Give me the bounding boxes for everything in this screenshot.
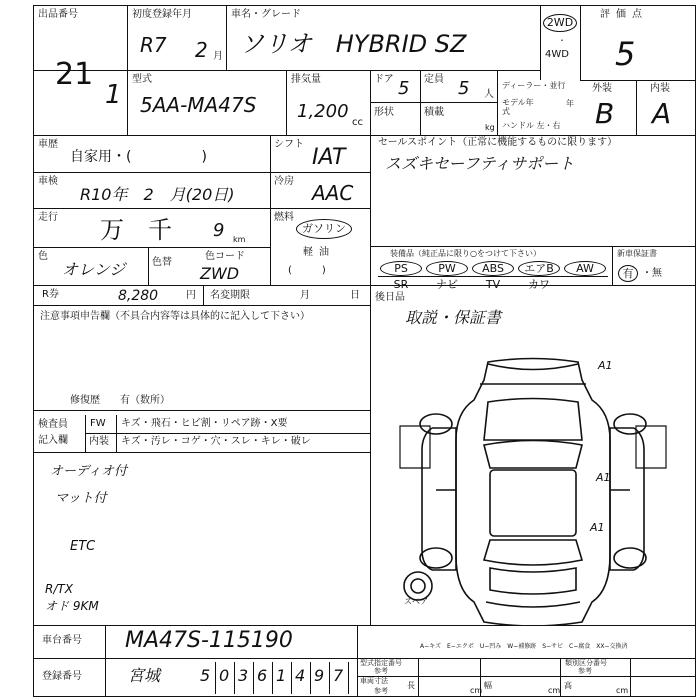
equipment-item: PS — [380, 261, 422, 276]
shift-value: IAT — [312, 145, 346, 170]
inspection-value: R10年 2 月(20日) — [80, 185, 235, 204]
kg-unit: kg — [485, 123, 495, 132]
plate-digit: 4 — [295, 666, 306, 685]
color-code-label: 色コード — [205, 251, 245, 262]
drive-4wd: 4WD — [545, 49, 569, 60]
aircon-value: AAC — [312, 181, 354, 205]
car-diagram — [370, 340, 696, 625]
check-label: 検査員 — [38, 419, 68, 430]
warranty-choice: ・無 — [642, 268, 662, 279]
color-code-value: ZWD — [200, 264, 240, 283]
sales-point-value: スズキセーフティサポート — [385, 154, 575, 173]
plate-digit: 1 — [276, 666, 287, 685]
plate-digit-divider — [310, 662, 311, 694]
color-swap-label: 色替 — [152, 257, 172, 268]
class-ref: 参考 — [578, 667, 592, 675]
damage-mark-2: A1 — [596, 471, 611, 484]
exterior-label: 外装 — [592, 83, 612, 94]
plate-digit-divider — [234, 662, 235, 694]
warranty-yes: 有 — [622, 267, 634, 280]
drive-dot: ・ — [558, 36, 566, 45]
fuel-gas-circle — [296, 219, 352, 239]
plate-digit-divider — [253, 662, 254, 694]
doors-value: 5 — [398, 78, 410, 99]
height-label: 高 — [564, 681, 572, 690]
height-unit: cm — [616, 686, 629, 695]
drive-2wd-circle — [543, 14, 577, 32]
drive-2wd: 2WD — [546, 16, 574, 29]
plate-digit: 6 — [257, 666, 268, 685]
length-label: 長 — [407, 681, 415, 690]
check-label-2: 記入欄 — [38, 435, 68, 446]
reg-year: R7 — [140, 33, 167, 57]
plate-digit-divider — [329, 662, 330, 694]
equipment-label: 装備品（純正品に限り○をつけて下さい） — [390, 249, 541, 258]
equipment-item: AW — [564, 261, 606, 276]
interior-codes: キズ・汚レ・コゲ・穴・スレ・キレ・破レ — [121, 436, 311, 447]
mileage-sen: 千 — [148, 216, 172, 244]
capacity-label: 定員 — [424, 74, 444, 85]
model-label: 型式 — [132, 74, 152, 85]
dims-label: 車両寸法 — [360, 677, 388, 685]
sales-point-label: セールスポイント（正常に機能するものに限ります） — [378, 137, 618, 148]
fw-codes: キズ・飛石・ヒビ割・リペア跡・X要 — [121, 418, 288, 429]
inspection-label: 車検 — [38, 176, 58, 187]
displacement-value: 1,200 — [297, 101, 349, 122]
car-name: ソリオ HYBRID SZ — [240, 30, 467, 58]
plate-digit: 0 — [219, 666, 230, 685]
plate-digit-divider — [272, 662, 273, 694]
fuel-gas: ガソリン — [302, 222, 346, 235]
displacement-label: 排気量 — [291, 74, 321, 85]
mileage-value: 9 — [213, 220, 225, 241]
fuel-paren: ( ) — [288, 265, 326, 276]
class-no-label: 類別区分番号 — [565, 659, 607, 667]
name-change-label: 名変期限 — [210, 290, 250, 301]
capacity-unit: 人 — [484, 89, 494, 100]
plate-digit-divider — [348, 662, 349, 694]
note-5: オド 9KM — [45, 599, 99, 613]
after-fit-value: 取説・保証書 — [405, 308, 502, 327]
dealer-label: ディーラー・並行 — [502, 81, 566, 90]
score-label: 評価点 — [600, 9, 648, 20]
load-label: 積載 — [424, 107, 444, 118]
fuel-diesel: 軽油 — [303, 247, 335, 258]
doors-label: ドア — [374, 74, 394, 85]
damage-mark-3: A1 — [590, 521, 605, 534]
type-designation-label: 型式指定番号 — [360, 659, 402, 667]
plate-digit: 7 — [333, 666, 344, 685]
score-value: 5 — [615, 35, 636, 73]
plate-digit: 9 — [314, 666, 325, 685]
equipment-item: エアB — [518, 261, 560, 276]
capacity-value: 5 — [458, 78, 470, 99]
lot-suffix: 1 — [105, 80, 122, 110]
plate-digit-divider — [215, 662, 216, 694]
plate-pref: 宮城 — [128, 666, 161, 685]
month-unit: 月 — [300, 290, 310, 301]
lot-no-value: 21 — [55, 57, 94, 92]
width-label: 幅 — [484, 681, 492, 690]
plate-digit-divider — [291, 662, 292, 694]
spare-label: スペア — [404, 597, 428, 606]
interior-short-label: 内装 — [89, 436, 109, 447]
chassis-value: MA47S-115190 — [125, 628, 293, 653]
first-reg-label: 初度登録年月 — [132, 9, 192, 20]
notes-title: 注意事項申告欄（不具合内容等は具体的に記入して下さい） — [40, 311, 310, 322]
interior-value: A — [652, 97, 672, 130]
aircon-label: 冷房 — [274, 176, 294, 187]
model-year-label: モデル年式 — [502, 98, 534, 116]
note-1: オーディオ付 — [50, 464, 127, 479]
plate-digit: 5 — [200, 666, 211, 685]
model-value: 5AA-MA47S — [140, 93, 257, 117]
recycle-value: 8,280 — [118, 288, 159, 304]
note-3: ETC — [70, 539, 96, 554]
dims-ref: 参考 — [374, 687, 388, 695]
equipment-item: TV — [485, 278, 501, 291]
color-label: 色 — [38, 251, 48, 262]
repair-history: 修復歴 有（数所） — [70, 395, 170, 406]
exterior-value: B — [595, 97, 615, 130]
reg-month: 2 — [195, 38, 208, 62]
equipment-item: PW — [426, 261, 468, 276]
plate-label: 登録番号 — [42, 671, 82, 682]
handle-label: ハンドル 左・右 — [502, 121, 561, 130]
plate-digit: 3 — [238, 666, 249, 685]
history-label: 車歴 — [38, 139, 58, 150]
after-fit-label: 後日品 — [375, 292, 405, 303]
car-grade-label: 車名・グレード — [231, 9, 301, 20]
reg-month-unit: 月 — [213, 51, 223, 62]
fw-label: FW — [90, 418, 106, 429]
yen-unit: 円 — [186, 290, 196, 301]
mileage-man: 万 — [100, 216, 124, 244]
day-unit: 日 — [350, 290, 360, 301]
equipment-item: SR — [393, 278, 409, 291]
km-unit: km — [233, 235, 246, 244]
warranty-label: 新車保証書 — [617, 249, 657, 258]
color-value: オレンジ — [62, 260, 126, 279]
length-unit: cm — [470, 686, 483, 695]
damage-mark-1: A1 — [598, 359, 613, 372]
lot-no-label: 出品番号 — [38, 9, 78, 20]
interior-label: 内装 — [650, 83, 670, 94]
shape-label: 形状 — [374, 107, 394, 118]
history-value: 自家用・( ) — [70, 149, 207, 165]
equipment-item: ナビ — [436, 278, 458, 291]
note-4: R/TX — [45, 582, 73, 596]
cc-unit: cc — [352, 117, 363, 128]
type-ref: 参考 — [374, 667, 388, 675]
recycle-label: R券 — [42, 289, 59, 300]
equipment-item: カワ — [528, 278, 550, 291]
warranty-yes-circle — [618, 265, 638, 282]
fuel-label: 燃料 — [274, 212, 294, 223]
width-unit: cm — [548, 686, 561, 695]
equipment-item: ABS — [472, 261, 514, 276]
damage-legend: A−キズ E−エクボ U−凹み W−補修跡 S−サビ C−腐食 XX−交換済 — [420, 643, 628, 650]
note-2: マット付 — [55, 491, 107, 506]
mileage-label: 走行 — [38, 212, 58, 223]
chassis-label: 車台番号 — [42, 635, 82, 646]
year-unit: 年 — [566, 99, 574, 108]
shift-label: シフト — [274, 139, 304, 150]
